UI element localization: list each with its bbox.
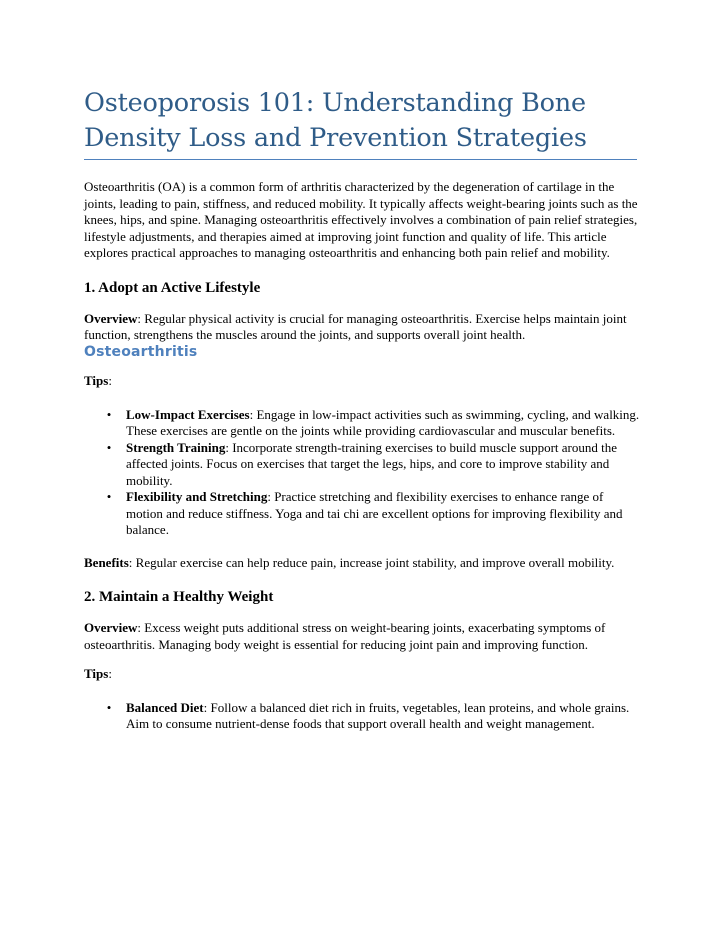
benefits-text: : Regular exercise can help reduce pain, increase joint stability, and improve overall mobility. (128, 554, 615, 570)
tip-text: : Practice stretching and flexibility exercises to enhance range of motion and reduce stiffness. Yoga and tai chi are excellent options for improving flexibility and balance. (126, 489, 623, 537)
overview-text: : Excess weight puts additional stress on weight-bearing joints, exacerbating symptoms of osteoarthritis. Managing body weight is essential for reducing joint pain and improving function. (84, 620, 606, 652)
tips-label: Tips (84, 666, 109, 681)
tip-label: Flexibility and Stretching (126, 489, 268, 504)
list-item (84, 440, 640, 490)
bullet-icon: • (106, 406, 112, 422)
tips-colon: : (108, 373, 112, 388)
section-heading-active-lifestyle: 1. Adopt an Active Lifestyle (84, 279, 261, 296)
section-heading-healthy-weight: 2. Maintain a Healthy Weight (84, 589, 274, 605)
tip-label: Balanced Diet (126, 699, 204, 715)
intro-paragraph: Osteoarthritis (OA) is a common form of arthritis characterized by the degeneration of cartilage in the joints, leading to pain, stiffness, and reduced mobility. It typically affects weight-bearing joints such as the knees, hips, and spine. Managing osteoarthritis effectively involves a combination of pain relief strategies, lifestyle adjustments, and therapies aimed at improving joint function and quality of life. This article explores practical approaches to managing osteoarthritis and enhancing both pain relief and mobility. (84, 179, 638, 260)
overview-label: Overview (84, 310, 138, 326)
overview-label: Overview (84, 620, 138, 635)
tip-text: : Engage in low-impact activities such as swimming, cycling, and walking. These exercises are gentle on the joints while providing cardiovascular and muscular benefits. (126, 406, 640, 438)
benefits-label: Benefits (84, 554, 129, 570)
tips-label: Tips (84, 373, 109, 388)
bullet-icon: • (106, 699, 112, 715)
overview-paragraph (84, 311, 640, 361)
tip-label: Strength Training (126, 439, 226, 455)
bullet-icon: • (106, 489, 112, 504)
tips-list (84, 407, 640, 539)
tips-colon: : (108, 666, 112, 681)
tip-text: : Incorporate strength-training exercises to build muscle support around the affected joints. Focus on exercises that target the legs, hips, and core to improve stability and mobility. (126, 439, 618, 488)
overview-paragraph (84, 620, 640, 653)
bullet-icon: • (106, 439, 112, 455)
list-item (84, 407, 640, 440)
tips-label-line (84, 373, 640, 390)
tip-text: : Follow a balanced diet rich in fruits, vegetables, lean proteins, and whole grains. Aim to consume nutrient-dense foods that support overall health and weight management. (126, 699, 630, 731)
tips-list (84, 700, 640, 733)
overview-text: : Regular physical activity is crucial for managing osteoarthritis. Exercise helps maintain joint function, strengthens the muscles around the joints, and supports overall joint health. (84, 310, 627, 342)
list-item (84, 489, 640, 539)
tips-label-line (84, 666, 640, 683)
benefits-paragraph (84, 555, 640, 572)
document-body (84, 179, 640, 733)
list-item (84, 700, 640, 733)
document-title: Osteoporosis 101: Understanding Bone Density Loss and Prevention Strategies (84, 88, 587, 153)
osteoarthritis-inline-heading: Osteoarthritis (84, 343, 198, 360)
title-divider (84, 159, 637, 160)
tip-label: Low-Impact Exercises (126, 406, 250, 422)
